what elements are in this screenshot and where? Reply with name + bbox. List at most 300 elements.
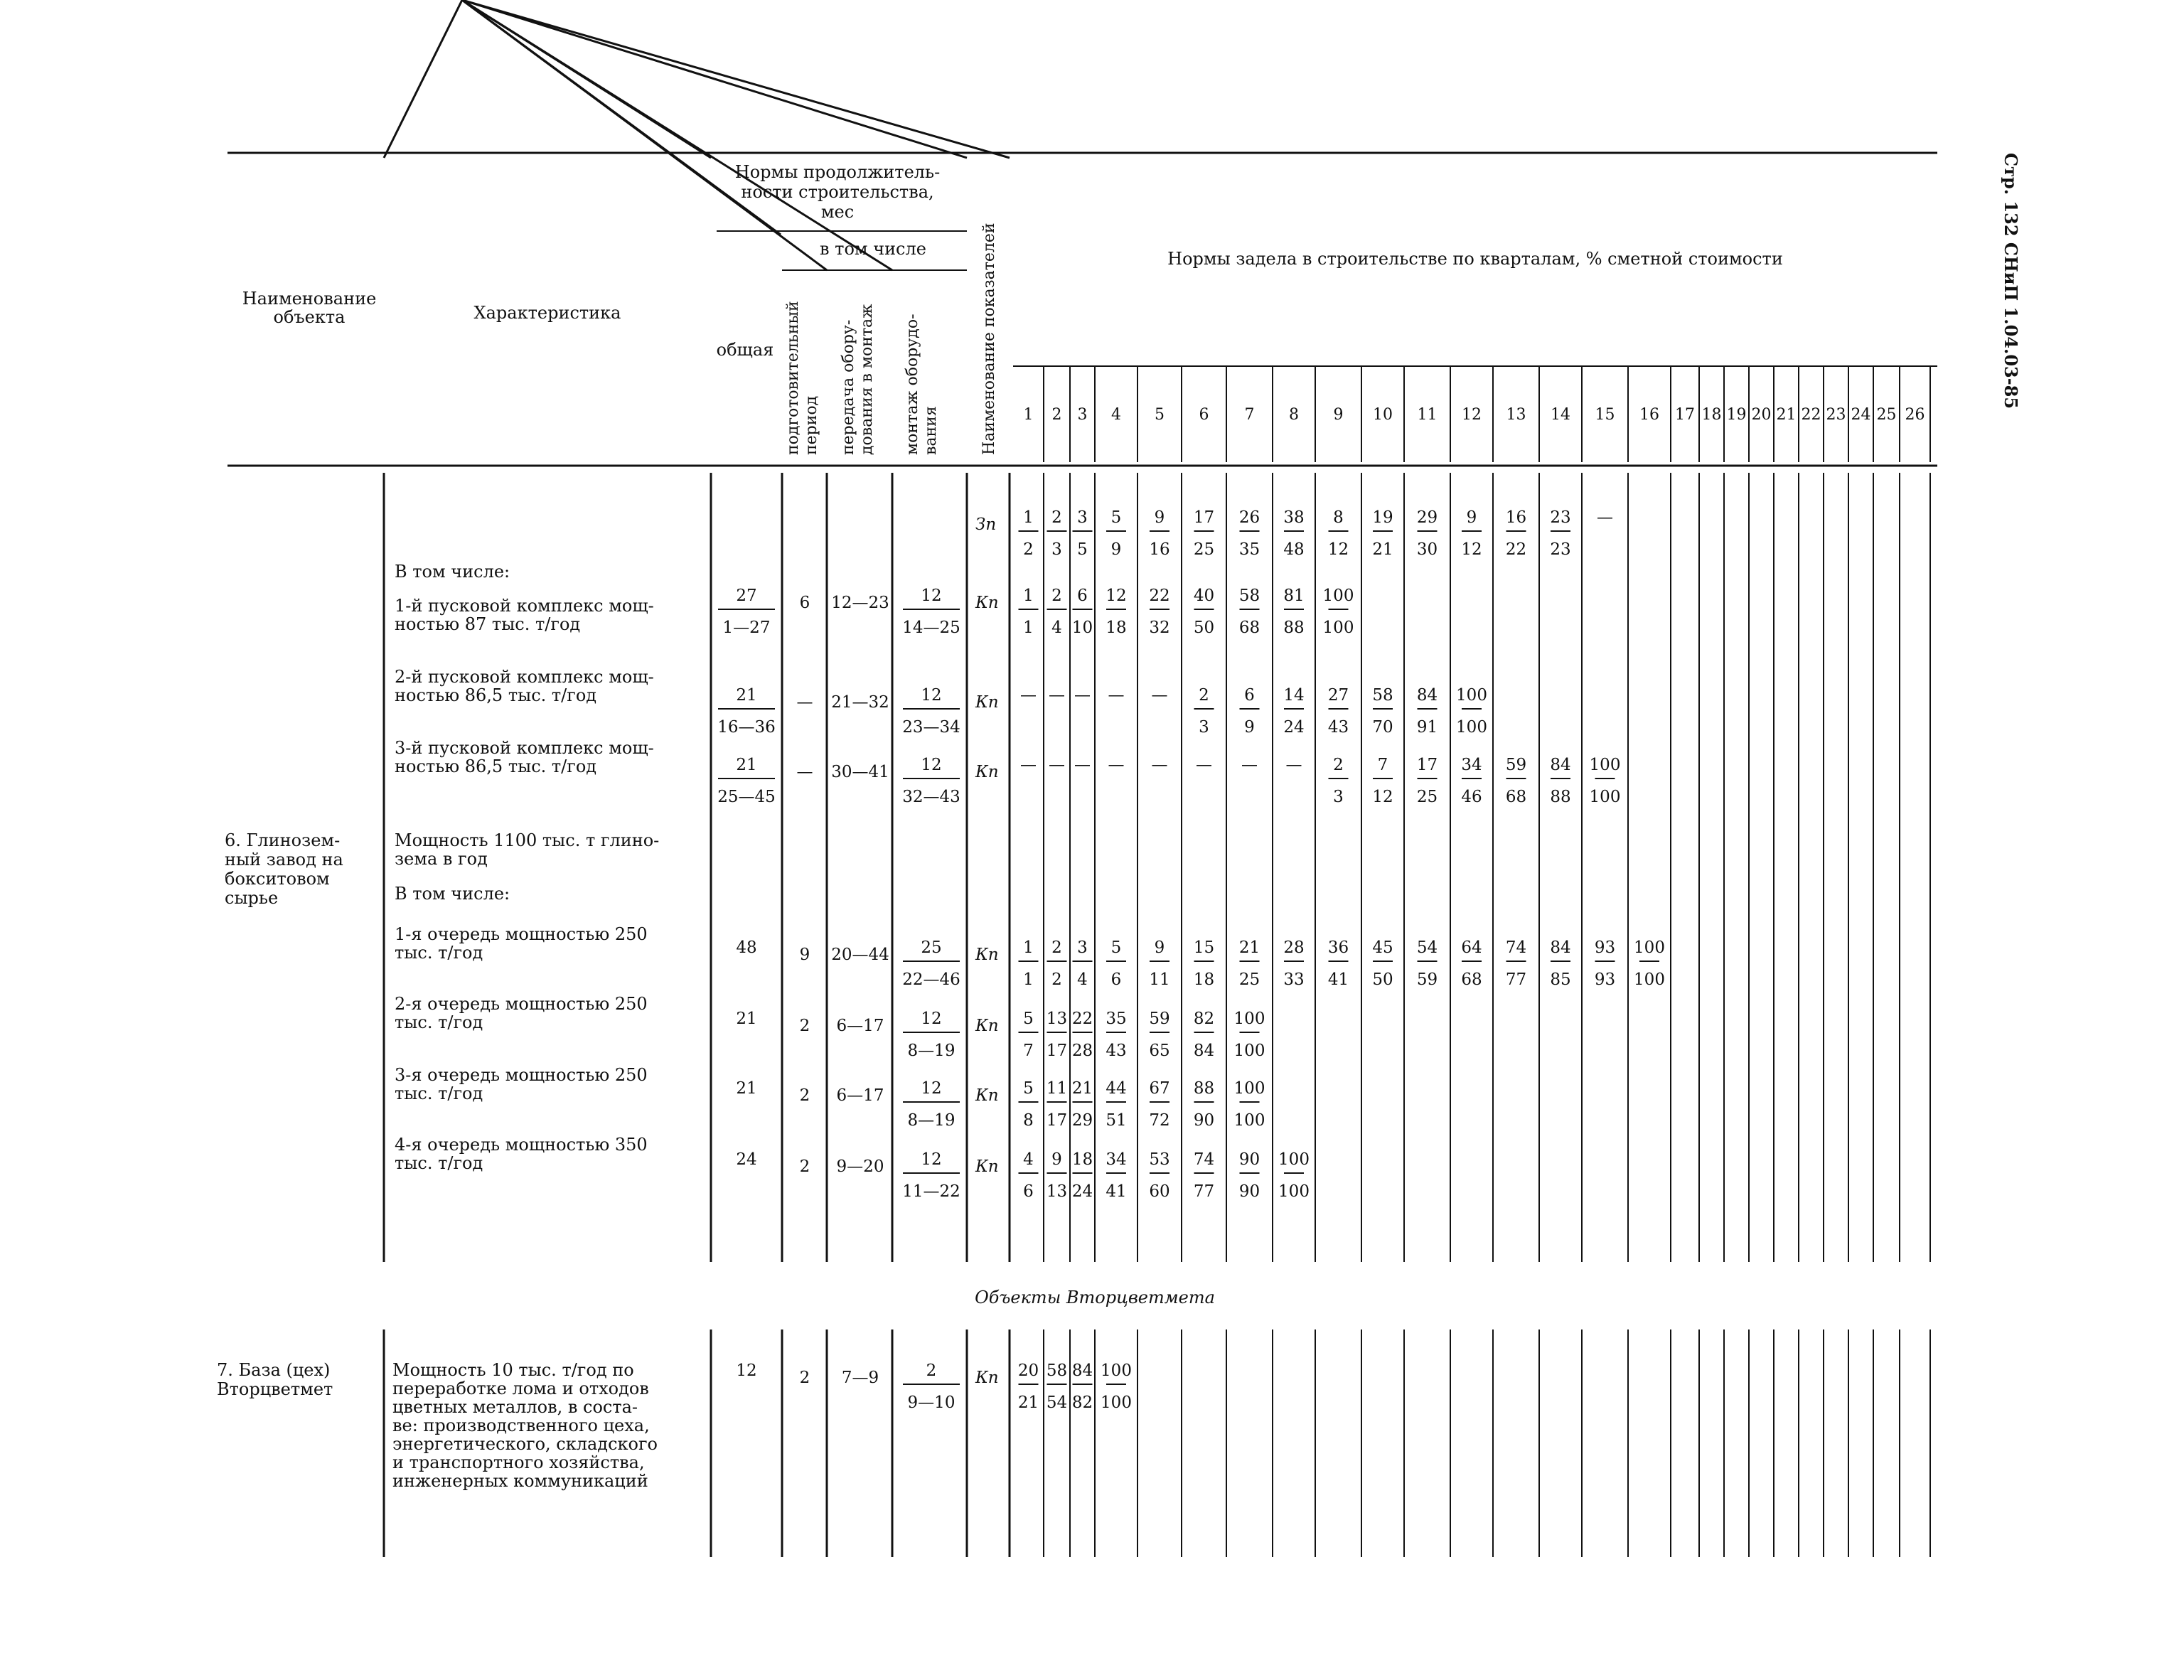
header-quarter-15: 15 bbox=[1595, 406, 1615, 424]
object-6-row-3-q1-top: — bbox=[1020, 686, 1037, 705]
object-6-row-2-q7-top: 58 bbox=[1238, 587, 1260, 605]
object-6-row-2-transfer: 12—23 bbox=[831, 594, 889, 612]
object-6-row-1-q3-bottom: 5 bbox=[1077, 540, 1088, 559]
object-6-row-4-indicator: Кп bbox=[975, 763, 999, 781]
object-6-row-2-q4-bottom: 18 bbox=[1106, 619, 1127, 637]
page-header: Стр. 132 СНиП 1.04.03-85 bbox=[2001, 153, 2021, 410]
characteristic-t11-line-6: и транспортного хозяйства, bbox=[392, 1452, 645, 1472]
object-6-row-3-mount-range: 23—34 bbox=[902, 718, 960, 737]
object-6-row-8-q2-top: 9 bbox=[1051, 1150, 1062, 1169]
header-transfer-1: передача обору- bbox=[840, 319, 857, 455]
characteristic-t8-line-1: 2-я очередь мощностью 250 bbox=[395, 994, 648, 1014]
characteristic-t4-line-2: ностью 86,5 тыс. т/год bbox=[395, 756, 597, 776]
object-6-row-5-q13-bottom: 77 bbox=[1505, 970, 1527, 989]
object-6-row-6-indicator: Кп bbox=[975, 1017, 999, 1035]
object-6-row-4-q1-top: — bbox=[1020, 756, 1037, 774]
header-including: в том числе bbox=[820, 239, 926, 259]
object-6-row-7-q2-top: 11 bbox=[1046, 1079, 1068, 1098]
object-6-row-2-total: 27 bbox=[736, 587, 757, 605]
object-6-name-4: сырье bbox=[225, 888, 279, 908]
rule-line bbox=[462, 0, 892, 270]
object-6-row-6-q2-bottom: 17 bbox=[1046, 1042, 1068, 1060]
object-6-row-2-q1-top: 1 bbox=[1023, 587, 1034, 605]
header-quarter-5: 5 bbox=[1155, 406, 1165, 424]
object-6-row-8-q2-bottom: 13 bbox=[1046, 1182, 1068, 1201]
object-6-row-4-total-range: 25—45 bbox=[717, 788, 776, 806]
object-6-row-5-q16-bottom: 100 bbox=[1634, 970, 1665, 989]
characteristic-t3-line-2: ностью 86,5 тыс. т/год bbox=[395, 685, 597, 705]
object-6-row-1-q12-top: 9 bbox=[1466, 508, 1477, 527]
object-6-row-8-q7-top: 90 bbox=[1238, 1150, 1260, 1169]
object-7-row-1-indicator: Кп bbox=[975, 1369, 999, 1387]
object-6-row-6-q6-top: 82 bbox=[1193, 1010, 1215, 1028]
header-quarter-7: 7 bbox=[1244, 406, 1255, 424]
object-6-row-1-q11-top: 29 bbox=[1416, 508, 1438, 527]
object-6-name-3: бокситовом bbox=[225, 869, 330, 889]
object-6-row-1-q2-top: 2 bbox=[1051, 508, 1062, 527]
object-6-row-6-q7-bottom: 100 bbox=[1233, 1042, 1265, 1060]
object-6-row-1-q7-top: 26 bbox=[1238, 508, 1260, 527]
object-6-row-8-total: 24 bbox=[736, 1150, 757, 1169]
object-6-row-1-q9-top: 8 bbox=[1333, 508, 1344, 527]
header-quarter-6: 6 bbox=[1199, 406, 1209, 424]
object-6-row-7-mount-range: 8—19 bbox=[907, 1111, 956, 1130]
object-6-row-1-q15-top: — bbox=[1597, 508, 1613, 527]
object-6-row-6-q4-bottom: 43 bbox=[1106, 1042, 1127, 1060]
characteristic-t4-line-1: 3-й пусковой комплекс мощ- bbox=[395, 738, 654, 758]
object-7-row-1-prep: 2 bbox=[799, 1369, 810, 1387]
object-7-name-1: 7. База (цех) bbox=[217, 1360, 331, 1380]
object-6-row-1-q10-top: 19 bbox=[1372, 508, 1393, 527]
header-quarter-17: 17 bbox=[1675, 406, 1695, 424]
object-6-row-6-q5-top: 59 bbox=[1149, 1010, 1170, 1028]
object-6-row-8-q1-bottom: 6 bbox=[1023, 1182, 1034, 1201]
characteristic-t11-line-2: переработке лома и отходов bbox=[392, 1379, 649, 1398]
object-6-row-3-q4-top: — bbox=[1108, 686, 1125, 705]
object-6-row-5-q8-bottom: 33 bbox=[1283, 970, 1305, 989]
object-7-row-1-q3-top: 84 bbox=[1071, 1361, 1093, 1380]
object-6-row-3-q12-bottom: 100 bbox=[1456, 718, 1487, 737]
object-6-row-4-q10-bottom: 12 bbox=[1372, 788, 1393, 806]
object-6-row-7-mount: 12 bbox=[921, 1079, 942, 1098]
header-transfer-2: дования в монтаж bbox=[858, 304, 876, 455]
object-6-name-1: 6. Глинозем- bbox=[225, 830, 341, 850]
header-indicator: Наименование показателей bbox=[980, 223, 998, 455]
object-6-row-5-prep: 9 bbox=[799, 946, 810, 964]
object-6-row-8-mount-range: 11—22 bbox=[902, 1182, 960, 1201]
object-6-row-5-total: 48 bbox=[736, 938, 757, 957]
header-quarter-2: 2 bbox=[1051, 406, 1062, 424]
object-6-row-4-q6-top: — bbox=[1196, 756, 1212, 774]
object-6-row-5-q8-top: 28 bbox=[1283, 938, 1305, 957]
object-6-row-5-q5-top: 9 bbox=[1154, 938, 1165, 957]
object-6-row-2-indicator: Кп bbox=[975, 594, 999, 612]
object-6-row-2-q7-bottom: 68 bbox=[1238, 619, 1260, 637]
characteristic-t11-line-7: инженерных коммуникаций bbox=[392, 1471, 648, 1491]
header-quarter-21: 21 bbox=[1776, 406, 1797, 424]
object-6-row-7-q5-bottom: 72 bbox=[1149, 1111, 1170, 1130]
object-6-row-5-q1-top: 1 bbox=[1023, 938, 1034, 957]
object-6-row-1-q8-top: 38 bbox=[1283, 508, 1305, 527]
object-6-row-1-q13-bottom: 22 bbox=[1505, 540, 1527, 559]
object-6-row-5-q11-top: 54 bbox=[1416, 938, 1438, 957]
object-6-row-1-q14-top: 23 bbox=[1550, 508, 1571, 527]
object-6-row-1-q10-bottom: 21 bbox=[1372, 540, 1393, 559]
object-6-row-3-q2-top: — bbox=[1049, 686, 1065, 705]
header-quarter-11: 11 bbox=[1417, 406, 1438, 424]
object-6-row-3-q11-top: 84 bbox=[1416, 686, 1438, 705]
object-6-row-7-q4-top: 44 bbox=[1106, 1079, 1127, 1098]
object-6-row-4-total: 21 bbox=[736, 756, 757, 774]
object-7-row-1-q4-top: 100 bbox=[1101, 1361, 1132, 1380]
object-6-row-4-q3-top: — bbox=[1074, 756, 1091, 774]
object-6-row-2-q6-bottom: 50 bbox=[1193, 619, 1215, 637]
object-6-row-2-q8-top: 81 bbox=[1283, 587, 1305, 605]
characteristic-t7-line-2: тыс. т/год bbox=[395, 943, 483, 963]
object-6-row-3-q12-top: 100 bbox=[1456, 686, 1487, 705]
header-quarter-3: 3 bbox=[1077, 406, 1088, 424]
object-6-row-4-q7-top: — bbox=[1241, 756, 1258, 774]
characteristic-t1-line-1: В том числе: bbox=[395, 562, 510, 582]
object-6-row-3-q8-top: 14 bbox=[1283, 686, 1305, 705]
object-6-row-7-q1-bottom: 8 bbox=[1023, 1111, 1034, 1130]
object-6-row-5-q14-bottom: 85 bbox=[1550, 970, 1571, 989]
rule-line bbox=[462, 0, 967, 158]
object-6-row-4-q15-top: 100 bbox=[1589, 756, 1621, 774]
object-6-row-2-mount: 12 bbox=[921, 587, 942, 605]
table-content bbox=[217, 153, 2021, 1491]
object-6-row-1-q11-bottom: 30 bbox=[1416, 540, 1438, 559]
header-quarter-26: 26 bbox=[1905, 406, 1925, 424]
header-quarter-22: 22 bbox=[1801, 406, 1821, 424]
object-6-row-4-q11-top: 17 bbox=[1416, 756, 1438, 774]
object-6-row-6-prep: 2 bbox=[799, 1017, 810, 1035]
characteristic-t5-line-2: зема в год bbox=[395, 849, 488, 869]
object-6-row-3-indicator: Кп bbox=[975, 693, 999, 712]
object-6-row-2-q3-bottom: 10 bbox=[1071, 619, 1093, 637]
object-6-row-4-mount: 12 bbox=[921, 756, 942, 774]
object-6-row-8-q6-top: 74 bbox=[1193, 1150, 1215, 1169]
object-6-row-4-q5-top: — bbox=[1151, 756, 1168, 774]
header-object-name-1: Наименование bbox=[242, 289, 377, 309]
object-6-row-3-q11-bottom: 91 bbox=[1416, 718, 1438, 737]
object-6-row-6-mount-range: 8—19 bbox=[907, 1042, 956, 1060]
object-6-row-4-q9-bottom: 3 bbox=[1333, 788, 1344, 806]
object-7-name-2: Вторцветмет bbox=[217, 1379, 333, 1399]
object-6-row-1-q5-top: 9 bbox=[1154, 508, 1165, 527]
header-quarter-23: 23 bbox=[1826, 406, 1846, 424]
object-6-row-1-q3-top: 3 bbox=[1077, 508, 1088, 527]
object-6-row-7-prep: 2 bbox=[799, 1086, 810, 1105]
characteristic-t11-line-4: ве: производственного цеха, bbox=[392, 1416, 650, 1435]
object-6-row-2-q8-bottom: 88 bbox=[1283, 619, 1305, 637]
header-quarter-25: 25 bbox=[1876, 406, 1897, 424]
object-6-row-4-q14-bottom: 88 bbox=[1550, 788, 1571, 806]
object-6-row-5-q6-top: 15 bbox=[1193, 938, 1215, 957]
object-6-row-1-q7-bottom: 35 bbox=[1238, 540, 1260, 559]
object-6-row-8-q3-bottom: 24 bbox=[1071, 1182, 1093, 1201]
object-6-row-5-q15-top: 93 bbox=[1594, 938, 1616, 957]
header-quarter-24: 24 bbox=[1851, 406, 1871, 424]
object-6-row-6-mount: 12 bbox=[921, 1010, 942, 1028]
characteristic-t9-line-2: тыс. т/год bbox=[395, 1084, 483, 1103]
object-7-row-1-q3-bottom: 82 bbox=[1071, 1393, 1093, 1412]
object-6-row-7-q7-top: 100 bbox=[1233, 1079, 1265, 1098]
object-6-row-7-q2-bottom: 17 bbox=[1046, 1111, 1068, 1130]
header-characteristic: Характеристика bbox=[473, 303, 621, 323]
object-6-row-8-q1-top: 4 bbox=[1023, 1150, 1034, 1169]
object-6-row-5-q12-bottom: 68 bbox=[1461, 970, 1482, 989]
object-6-row-3-q3-top: — bbox=[1074, 686, 1091, 705]
header-prep-1: подготовительный bbox=[784, 301, 802, 455]
object-6-row-1-q8-bottom: 48 bbox=[1283, 540, 1305, 559]
object-6-row-5-mount: 25 bbox=[921, 938, 942, 957]
object-6-row-8-q3-top: 18 bbox=[1071, 1150, 1093, 1169]
characteristic-t2-line-2: ностью 87 тыс. т/год bbox=[395, 614, 581, 634]
object-6-row-5-q15-bottom: 93 bbox=[1594, 970, 1616, 989]
object-6-row-4-mount-range: 32—43 bbox=[902, 788, 960, 806]
object-6-row-1-q2-bottom: 3 bbox=[1051, 540, 1062, 559]
object-6-row-3-prep: — bbox=[796, 693, 813, 712]
header-quarter-14: 14 bbox=[1551, 406, 1570, 424]
header-quarter-19: 19 bbox=[1726, 406, 1747, 424]
object-6-row-5-q14-top: 84 bbox=[1550, 938, 1571, 957]
object-6-row-1-q5-bottom: 16 bbox=[1149, 540, 1170, 559]
object-6-row-8-q6-bottom: 77 bbox=[1193, 1182, 1215, 1201]
object-6-row-8-q8-top: 100 bbox=[1278, 1150, 1310, 1169]
object-6-row-5-q4-top: 5 bbox=[1110, 938, 1122, 957]
object-7-row-1-mount: 2 bbox=[926, 1361, 937, 1380]
object-6-row-1-q1-top: 1 bbox=[1023, 508, 1034, 527]
object-6-row-5-indicator: Кп bbox=[975, 946, 999, 964]
object-6-row-5-q7-top: 21 bbox=[1238, 938, 1260, 957]
object-6-row-4-q2-top: — bbox=[1049, 756, 1065, 774]
object-6-row-5-q4-bottom: 6 bbox=[1110, 970, 1122, 989]
object-6-row-3-total: 21 bbox=[736, 686, 757, 705]
header-quarter-12: 12 bbox=[1462, 406, 1482, 424]
object-6-row-2-q2-top: 2 bbox=[1051, 587, 1062, 605]
rule-line bbox=[384, 0, 462, 158]
header-mount-2: вания bbox=[922, 406, 940, 455]
object-6-row-4-prep: — bbox=[796, 763, 813, 781]
object-6-row-3-mount: 12 bbox=[921, 686, 942, 705]
header-quarter-1: 1 bbox=[1023, 406, 1034, 424]
object-6-row-5-q9-top: 36 bbox=[1327, 938, 1349, 957]
object-6-row-3-total-range: 16—36 bbox=[717, 718, 776, 737]
object-6-row-5-q16-top: 100 bbox=[1634, 938, 1665, 957]
object-6-row-4-q8-top: — bbox=[1285, 756, 1302, 774]
object-6-row-6-q3-bottom: 28 bbox=[1071, 1042, 1093, 1060]
header-quarter-13: 13 bbox=[1506, 406, 1526, 424]
object-6-row-4-q15-bottom: 100 bbox=[1589, 788, 1621, 806]
object-6-row-1-q4-bottom: 9 bbox=[1110, 540, 1122, 559]
object-6-row-6-q7-top: 100 bbox=[1233, 1010, 1265, 1028]
object-7-row-1-q2-top: 58 bbox=[1046, 1361, 1068, 1380]
rule-line bbox=[462, 0, 1010, 158]
object-6-row-5-q5-bottom: 11 bbox=[1149, 970, 1170, 989]
object-6-row-5-transfer: 20—44 bbox=[831, 946, 889, 964]
object-6-row-5-q12-top: 64 bbox=[1461, 938, 1482, 957]
object-7-row-1-q4-bottom: 100 bbox=[1101, 1393, 1132, 1412]
table-grid bbox=[228, 0, 1937, 1557]
characteristic-t11-line-1: Мощность 10 тыс. т/год по bbox=[392, 1360, 634, 1380]
object-6-row-8-transfer: 9—20 bbox=[836, 1157, 884, 1176]
object-6-row-1-q6-top: 17 bbox=[1193, 508, 1215, 527]
object-6-row-7-q3-top: 21 bbox=[1071, 1079, 1093, 1098]
object-6-row-2-q6-top: 40 bbox=[1193, 587, 1215, 605]
object-6-row-2-q5-bottom: 32 bbox=[1149, 619, 1170, 637]
characteristic-t3-line-1: 2-й пусковой комплекс мощ- bbox=[395, 667, 654, 687]
object-6-row-2-q4-top: 12 bbox=[1106, 587, 1127, 605]
characteristic-t8-line-2: тыс. т/год bbox=[395, 1012, 483, 1032]
characteristic-t6-line-1: В том числе: bbox=[395, 884, 510, 904]
object-6-row-5-q1-bottom: 1 bbox=[1023, 970, 1034, 989]
object-6-name-2: ный завод на bbox=[225, 850, 343, 870]
header-norms-line-3: мес bbox=[820, 202, 855, 222]
object-6-row-7-q1-top: 5 bbox=[1023, 1079, 1034, 1098]
object-6-row-6-q1-top: 5 bbox=[1023, 1010, 1034, 1028]
object-6-row-1-q12-bottom: 12 bbox=[1461, 540, 1482, 559]
header-quarter-4: 4 bbox=[1111, 406, 1121, 424]
object-7-row-1-q1-top: 20 bbox=[1017, 1361, 1039, 1380]
object-6-row-7-q5-top: 67 bbox=[1149, 1079, 1170, 1098]
object-6-row-5-q3-bottom: 4 bbox=[1077, 970, 1088, 989]
object-6-row-3-q8-bottom: 24 bbox=[1283, 718, 1305, 737]
object-6-row-3-transfer: 21—32 bbox=[831, 693, 889, 712]
characteristic-t5-line-1: Мощность 1100 тыс. т глино- bbox=[395, 830, 660, 850]
object-6-row-6-q1-bottom: 7 bbox=[1023, 1042, 1034, 1060]
object-6-row-1-indicator: Зп bbox=[975, 515, 997, 534]
object-6-row-5-q10-top: 45 bbox=[1372, 938, 1393, 957]
object-6-row-3-q9-top: 27 bbox=[1327, 686, 1349, 705]
section-title: Объекты Вторцветмета bbox=[975, 1288, 1215, 1307]
object-6-row-8-q7-bottom: 90 bbox=[1238, 1182, 1260, 1201]
object-6-row-2-q1-bottom: 1 bbox=[1023, 619, 1034, 637]
object-6-row-1-q4-top: 5 bbox=[1110, 508, 1122, 527]
object-6-row-7-q7-bottom: 100 bbox=[1233, 1111, 1265, 1130]
object-6-row-8-q5-bottom: 60 bbox=[1149, 1182, 1170, 1201]
object-6-row-6-q3-top: 22 bbox=[1071, 1010, 1093, 1028]
characteristic-t9-line-1: 3-я очередь мощностью 250 bbox=[395, 1065, 648, 1085]
object-6-row-4-transfer: 30—41 bbox=[831, 763, 889, 781]
object-6-row-2-q3-top: 6 bbox=[1077, 587, 1088, 605]
object-6-row-2-total-range: 1—27 bbox=[722, 619, 771, 637]
object-6-row-5-mount-range: 22—46 bbox=[902, 970, 960, 989]
object-6-row-4-q9-top: 2 bbox=[1333, 756, 1344, 774]
object-6-row-5-q7-bottom: 25 bbox=[1238, 970, 1260, 989]
object-6-row-3-q6-bottom: 3 bbox=[1199, 718, 1209, 737]
object-6-row-7-total: 21 bbox=[736, 1079, 757, 1098]
object-6-row-4-q13-top: 59 bbox=[1505, 756, 1527, 774]
object-6-row-3-q7-top: 6 bbox=[1244, 686, 1255, 705]
object-6-row-8-indicator: Кп bbox=[975, 1157, 999, 1176]
object-6-row-5-q11-bottom: 59 bbox=[1416, 970, 1438, 989]
object-6-row-4-q14-top: 84 bbox=[1550, 756, 1571, 774]
object-6-row-2-q2-bottom: 4 bbox=[1051, 619, 1062, 637]
object-6-row-8-prep: 2 bbox=[799, 1157, 810, 1176]
object-6-row-3-q5-top: — bbox=[1151, 686, 1168, 705]
object-7-row-1-q2-bottom: 54 bbox=[1046, 1393, 1068, 1412]
object-6-row-7-q4-bottom: 51 bbox=[1106, 1111, 1127, 1130]
object-6-row-4-q4-top: — bbox=[1108, 756, 1125, 774]
object-6-row-4-q12-top: 34 bbox=[1461, 756, 1482, 774]
object-6-row-8-q4-top: 34 bbox=[1106, 1150, 1127, 1169]
object-7-row-1-total: 12 bbox=[736, 1361, 757, 1380]
object-6-row-2-prep: 6 bbox=[799, 594, 810, 612]
object-6-row-2-mount-range: 14—25 bbox=[902, 619, 960, 637]
object-6-row-4-q11-bottom: 25 bbox=[1416, 788, 1438, 806]
object-6-row-1-q1-bottom: 2 bbox=[1023, 540, 1034, 559]
header-norms-line-1: Нормы продолжитель- bbox=[734, 162, 941, 182]
header-total: общая bbox=[716, 340, 774, 360]
object-6-row-8-q4-bottom: 41 bbox=[1106, 1182, 1127, 1201]
object-6-row-7-transfer: 6—17 bbox=[836, 1086, 884, 1105]
characteristic-t10-line-1: 4-я очередь мощностью 350 bbox=[395, 1135, 648, 1155]
object-6-row-6-transfer: 6—17 bbox=[836, 1017, 884, 1035]
object-6-row-5-q2-bottom: 2 bbox=[1051, 970, 1062, 989]
object-6-row-3-q10-top: 58 bbox=[1372, 686, 1393, 705]
object-6-row-6-q5-bottom: 65 bbox=[1149, 1042, 1170, 1060]
header-quarter-9: 9 bbox=[1333, 406, 1344, 424]
header-prep-2: период bbox=[803, 395, 820, 455]
object-6-row-1-q6-bottom: 25 bbox=[1193, 540, 1215, 559]
object-6-row-4-q12-bottom: 46 bbox=[1461, 788, 1482, 806]
object-6-row-3-q6-top: 2 bbox=[1199, 686, 1209, 705]
object-6-row-7-q6-top: 88 bbox=[1193, 1079, 1215, 1098]
characteristic-t10-line-2: тыс. т/год bbox=[395, 1153, 483, 1173]
object-6-row-8-q8-bottom: 100 bbox=[1278, 1182, 1310, 1201]
object-6-row-6-total: 21 bbox=[736, 1010, 757, 1028]
characteristic-t7-line-1: 1-я очередь мощностью 250 bbox=[395, 924, 648, 944]
object-6-row-5-q2-top: 2 bbox=[1051, 938, 1062, 957]
object-7-row-1-transfer: 7—9 bbox=[841, 1369, 879, 1387]
object-6-row-1-q13-top: 16 bbox=[1505, 508, 1527, 527]
object-6-row-3-q9-bottom: 43 bbox=[1327, 718, 1349, 737]
header-backlog-title: Нормы задела в строительстве по кварталам, % сметной стоимости bbox=[1167, 249, 1783, 269]
object-6-row-2-q9-bottom: 100 bbox=[1322, 619, 1354, 637]
object-6-row-7-q6-bottom: 90 bbox=[1193, 1111, 1215, 1130]
object-6-row-4-q10-top: 7 bbox=[1377, 756, 1388, 774]
object-6-row-5-q10-bottom: 50 bbox=[1372, 970, 1393, 989]
header-quarter-18: 18 bbox=[1701, 406, 1722, 424]
characteristic-t11-line-5: энергетического, складского bbox=[392, 1434, 658, 1454]
object-6-row-7-indicator: Кп bbox=[975, 1086, 999, 1105]
object-6-row-2-q5-top: 22 bbox=[1149, 587, 1170, 605]
header-quarter-16: 16 bbox=[1639, 406, 1659, 424]
object-6-row-6-q4-top: 35 bbox=[1106, 1010, 1127, 1028]
object-6-row-5-q3-top: 3 bbox=[1077, 938, 1088, 957]
object-6-row-1-q14-bottom: 23 bbox=[1550, 540, 1571, 559]
characteristic-t11-line-3: цветных металлов, в соста- bbox=[392, 1397, 638, 1417]
header-object-name-2: объекта bbox=[273, 307, 346, 327]
object-6-row-7-q3-bottom: 29 bbox=[1071, 1111, 1093, 1130]
object-6-row-3-q7-bottom: 9 bbox=[1244, 718, 1255, 737]
object-6-row-6-q6-bottom: 84 bbox=[1193, 1042, 1215, 1060]
header-quarter-20: 20 bbox=[1751, 406, 1772, 424]
object-6-row-5-q9-bottom: 41 bbox=[1327, 970, 1349, 989]
header-mount-1: монтаж оборудо- bbox=[904, 314, 921, 455]
rule-line bbox=[462, 0, 827, 270]
object-7-row-1-q1-bottom: 21 bbox=[1017, 1393, 1039, 1412]
header-quarter-10: 10 bbox=[1373, 406, 1393, 424]
object-6-row-8-mount: 12 bbox=[921, 1150, 942, 1169]
object-6-row-3-q10-bottom: 70 bbox=[1372, 718, 1393, 737]
object-6-row-1-q9-bottom: 12 bbox=[1327, 540, 1349, 559]
characteristic-t2-line-1: 1-й пусковой комплекс мощ- bbox=[395, 596, 654, 616]
object-6-row-4-q13-bottom: 68 bbox=[1505, 788, 1527, 806]
object-6-row-5-q6-bottom: 18 bbox=[1193, 970, 1215, 989]
object-6-row-2-q9-top: 100 bbox=[1322, 587, 1354, 605]
